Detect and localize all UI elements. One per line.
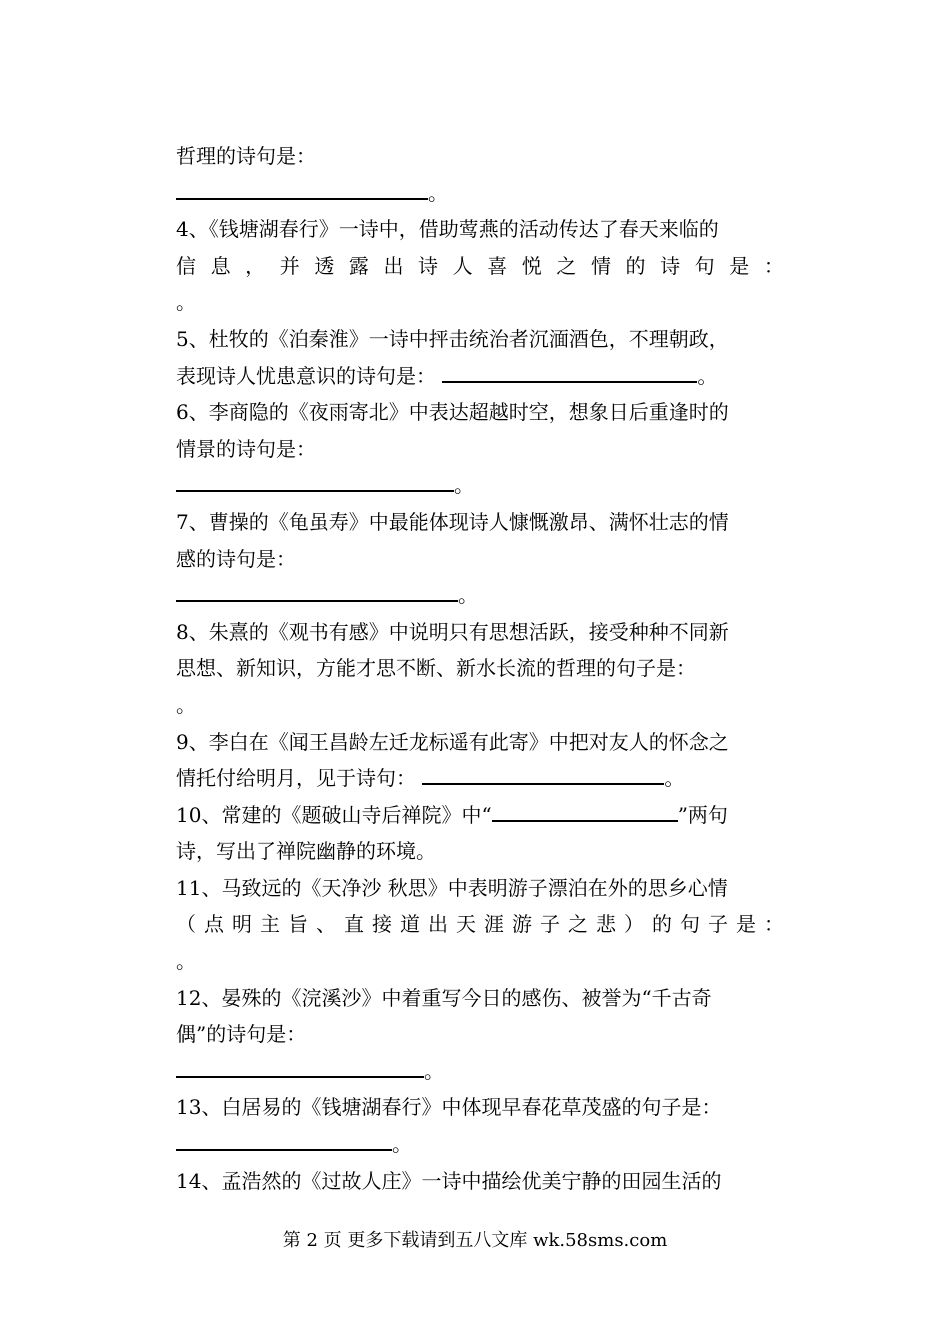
page-content <box>176 138 786 1199</box>
question-8-line-2: 思想、新知识，方能才思不断、新水长流的哲理的句子是： <box>176 656 696 681</box>
answer-blank[interactable] <box>176 468 454 492</box>
text-char: 的 <box>652 912 672 937</box>
text-char: 信 <box>176 253 196 278</box>
text-char: 是 <box>736 912 756 937</box>
text-char: 道 <box>400 912 420 937</box>
text-char: 子 <box>540 912 560 937</box>
text-char: 主 <box>260 912 280 937</box>
answer-blank[interactable] <box>176 176 428 200</box>
text-char: 出 <box>428 912 448 937</box>
text-char: 是 <box>729 253 750 278</box>
text-char: 诗 <box>418 253 439 278</box>
text-char: 点 <box>204 912 224 937</box>
answer-blank[interactable] <box>422 761 664 785</box>
text-char: 息 <box>210 253 231 278</box>
text-char: 直 <box>344 912 364 937</box>
question-5-line-1: 5、杜牧的《泊秦淮》一诗中抨击统治者沉湎酒色，不理朝政， <box>176 326 729 351</box>
text-char: 的 <box>625 253 646 278</box>
text-char: 子 <box>708 912 728 937</box>
text-char: 之 <box>568 912 588 937</box>
question-11-line-2 <box>176 906 784 943</box>
text-char: 涯 <box>484 912 504 937</box>
text-line: 哲理的诗句是： <box>176 144 316 168</box>
question-9-line-1: 9、李白在《闻王昌龄左迁龙标遥有此寄》中把对友人的怀念之 <box>176 729 729 754</box>
text-char: ， <box>245 253 266 278</box>
text-char: 之 <box>556 253 577 278</box>
text-char: 悲 <box>596 912 616 937</box>
answer-line: 。 <box>176 577 786 614</box>
text-char: 诗 <box>660 253 681 278</box>
page-footer: 第 2 页 更多下载请到五八文库 wk.58sms.com <box>282 1230 668 1251</box>
text-char: 并 <box>279 253 300 278</box>
answer-line: 。 <box>176 949 196 974</box>
text-char: ： <box>763 253 784 278</box>
text-char: 出 <box>383 253 404 278</box>
question-8-line-1: 8、朱熹的《观书有感》中说明只有思想活跃，接受种种不同新 <box>176 619 729 644</box>
text-char: 旨 <box>288 912 308 937</box>
answer-blank[interactable] <box>176 1127 392 1151</box>
text-char: 透 <box>314 253 335 278</box>
text-char: （ <box>176 912 196 937</box>
question-4-line-1: 4、《钱塘湖春行》一诗中，借助莺燕的活动传达了春天来临的 <box>176 217 719 242</box>
question-7-line-2: 感的诗句是： <box>176 546 296 571</box>
answer-line: 。 <box>176 467 786 504</box>
question-6-line-2: 情景的诗句是： <box>176 436 316 461</box>
text-char: 明 <box>232 912 252 937</box>
answer-line: 。 <box>176 290 196 315</box>
text-char: 游 <box>512 912 532 937</box>
question-14-line-1: 14、孟浩然的《过故人庄》一诗中描绘优美宁静的田园生活的 <box>176 1168 722 1193</box>
answer-line: 。 <box>176 1053 786 1090</box>
question-12-line-2: 偶”的诗句是： <box>176 1022 307 1047</box>
question-4-line-2 <box>176 248 784 285</box>
question-9-line-2: 情托付给明月，见于诗句： 。 <box>176 760 786 797</box>
question-10-line-1: 10、常建的《题破山寺后禅院》中“ ”两句 <box>176 797 786 834</box>
answer-blank[interactable] <box>176 578 458 602</box>
question-10-line-2: 诗，写出了禅院幽静的环境。 <box>176 839 436 864</box>
text-char: 喜 <box>487 253 508 278</box>
question-11-line-1: 11、马致远的《天净沙 秋思》中表明游子漂泊在外的思乡心情 <box>176 875 728 900</box>
answer-blank[interactable] <box>442 359 697 383</box>
text-char: 天 <box>456 912 476 937</box>
question-7-line-1: 7、曹操的《龟虽寿》中最能体现诗人慷慨激昂、满怀壮志的情 <box>176 509 729 534</box>
answer-line: 。 <box>176 175 786 212</box>
text-char: 接 <box>372 912 392 937</box>
answer-line: 。 <box>176 692 196 717</box>
answer-blank[interactable] <box>176 1054 424 1078</box>
text-char: 句 <box>694 253 715 278</box>
question-12-line-1: 12、晏殊的《浣溪沙》中着重写今日的感伤、被誉为“千古奇 <box>176 985 712 1010</box>
question-13-line-1: 13、白居易的《钱塘湖春行》中体现早春花草茂盛的句子是： <box>176 1095 722 1120</box>
question-5-line-2: 表现诗人忧患意识的诗句是： 。 <box>176 358 786 395</box>
text-char: 句 <box>680 912 700 937</box>
answer-line: 。 <box>176 1126 786 1163</box>
text-char: 、 <box>316 912 336 937</box>
text-char: 悦 <box>521 253 542 278</box>
text-char: 露 <box>348 253 369 278</box>
text-char: ： <box>764 912 784 937</box>
text-char: 人 <box>452 253 473 278</box>
text-char: ） <box>624 912 644 937</box>
text-char: 情 <box>590 253 611 278</box>
answer-blank[interactable] <box>492 798 678 822</box>
question-6-line-1: 6、李商隐的《夜雨寄北》中表达超越时空，想象日后重逢时的 <box>176 400 729 425</box>
